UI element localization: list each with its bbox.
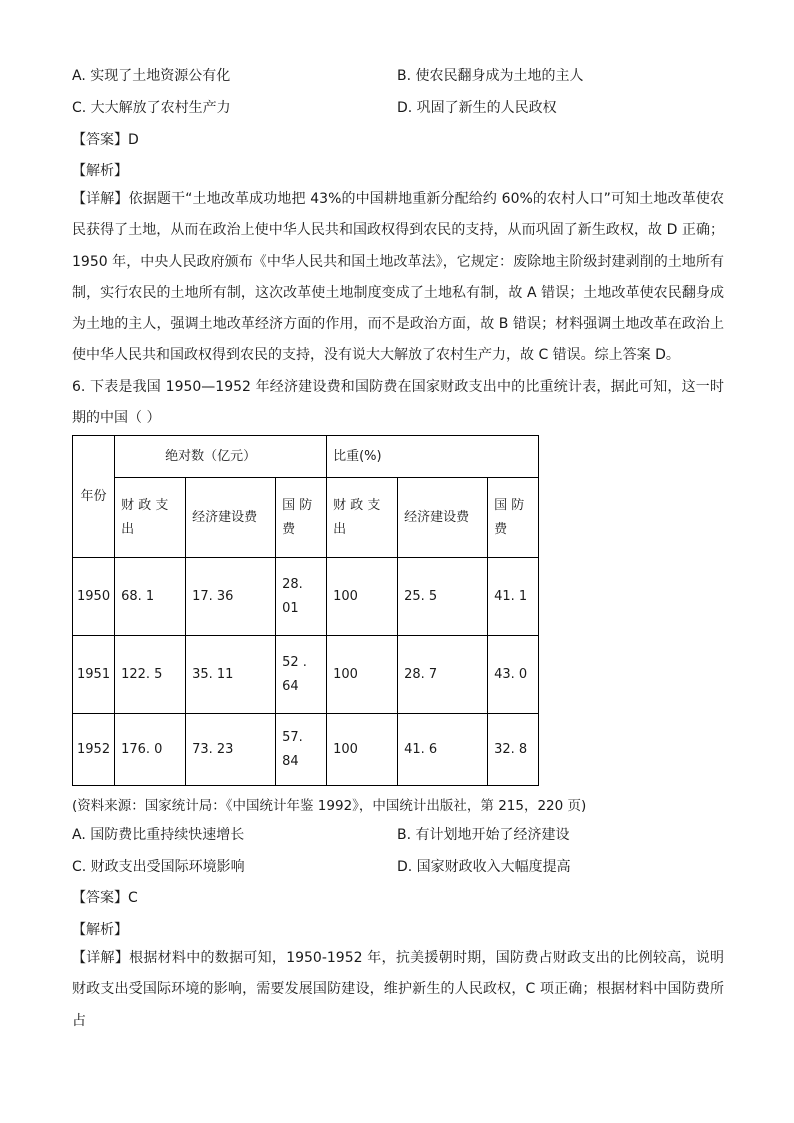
table-cell: 68. 1 xyxy=(115,558,186,636)
table-row xyxy=(73,714,539,786)
table-cell: 28. 7 xyxy=(398,636,488,714)
q6-detail-label: 【详解】 xyxy=(72,950,130,966)
table-header-year: 年份 xyxy=(73,436,115,558)
q6-table-source: (资料来源：国家统计局：《中国统计年鉴 1992》，中国统计出版社，第 215，220 页) xyxy=(72,798,587,814)
table-cell-year: 1952 xyxy=(73,714,115,786)
table-cell: 41. 6 xyxy=(398,714,488,786)
q5-detail xyxy=(72,184,724,372)
q5-option-b: B. 使农民翻身成为土地的主人 xyxy=(397,68,584,84)
sub-header-defense-ratio: 国 防 费 xyxy=(488,478,539,558)
table-header-absolute: 绝对数（亿元） xyxy=(115,436,327,478)
q5-answer-value: D xyxy=(128,132,139,148)
q6-options-row-1 xyxy=(72,825,722,845)
sub-header-defense-abs: 国 防 费 xyxy=(276,478,327,558)
q6-answer-value: C xyxy=(128,890,138,906)
q5-option-c: C. 大大解放了农村生产力 xyxy=(72,100,231,116)
table-cell-year: 1950 xyxy=(73,558,115,636)
q5-options-row-2 xyxy=(72,98,722,118)
table-cell: 73. 23 xyxy=(186,714,276,786)
table-cell: 35. 11 xyxy=(186,636,276,714)
table-cell: 52 . 64 xyxy=(276,636,327,714)
q6-stem xyxy=(72,372,724,435)
table-cell: 100 xyxy=(327,714,398,786)
q6-option-c: C. 财政支出受国际环境影响 xyxy=(72,859,245,875)
sub-header-econ-ratio: 经济建设费 xyxy=(398,478,488,558)
table-cell: 17. 36 xyxy=(186,558,276,636)
q5-detail-text: 依据题干“土地改革成功地把 43%的中国耕地重新分配给约 60%的农村人口”可知土地改革使农民获得了土地，从而在政治上使中华人民共和国政权得到农民的支持，从而巩固了新生政权，故 D 正确；1950 年，中央人民政府颁布《中华人民共和国土地改革法》，它规定：废除地主阶级封建剥削的土地所有制，实行农民的土地所有制，这次改革使土地制度变成了土地私有制，故 A 错误；土地改革使农民翻身成为土地的主人，强调土地改革经济方面的作用，而不是政治方面，故 B 错误；材料强调土地改革在政治上使中华人民共和国政权得到农民的支持，没有说大大解放了农村生产力，故 C 错误。综上答案 D。 xyxy=(72,191,725,364)
q6-answer xyxy=(72,888,722,908)
sub-header-fiscal-ratio: 财 政 支 出 xyxy=(327,478,398,558)
q5-answer-label: 【答案】 xyxy=(72,132,128,148)
table-cell: 100 xyxy=(327,636,398,714)
q5-detail-label: 【详解】 xyxy=(72,191,129,207)
q6-option-a: A. 国防费比重持续快速增长 xyxy=(72,827,245,843)
table-cell: 41. 1 xyxy=(488,558,539,636)
table-header-ratio: 比重(%) xyxy=(327,436,539,478)
q5-option-a: A. 实现了土地资源公有化 xyxy=(72,68,231,84)
q6-answer-label: 【答案】 xyxy=(72,890,128,906)
table-cell: 32. 8 xyxy=(488,714,539,786)
q5-analysis-label: 【解析】 xyxy=(72,163,128,179)
table-cell: 43. 0 xyxy=(488,636,539,714)
table-cell: 176. 0 xyxy=(115,714,186,786)
q6-analysis-label: 【解析】 xyxy=(72,922,128,938)
table-cell: 100 xyxy=(327,558,398,636)
table-cell: 28. 01 xyxy=(276,558,327,636)
q6-options-row-2 xyxy=(72,857,722,877)
table-row xyxy=(73,558,539,636)
q5-options-row-1 xyxy=(72,66,722,86)
q6-detail-text: 根据材料中的数据可知，1950-1952 年，抗美援朝时期，国防费占财政支出的比例较高，说明财政支出受国际环境的影响，需要发展国防建设，维护新生的人民政权，C 项正确；根据材料中国防费所占 xyxy=(72,950,724,1029)
sub-header-fiscal-abs: 财 政 支 出 xyxy=(115,478,186,558)
q6-statistics-table xyxy=(72,435,539,786)
table-cell: 122. 5 xyxy=(115,636,186,714)
table-cell: 25. 5 xyxy=(398,558,488,636)
q5-option-d: D. 巩固了新生的人民政权 xyxy=(397,100,557,116)
sub-header-econ-abs: 经济建设费 xyxy=(186,478,276,558)
table-cell-year: 1951 xyxy=(73,636,115,714)
q6-stem-text: 6. 下表是我国 1950—1952 年经济建设费和国防费在国家财政支出中的比重统计表，据此可知，这一时期的中国（ ） xyxy=(72,379,724,427)
q6-detail xyxy=(72,943,724,1037)
table-row xyxy=(73,636,539,714)
q6-option-d: D. 国家财政收入大幅度提高 xyxy=(397,859,571,875)
table-cell: 57. 84 xyxy=(276,714,327,786)
q5-answer xyxy=(72,130,722,150)
q6-option-b: B. 有计划地开始了经济建设 xyxy=(397,827,570,843)
